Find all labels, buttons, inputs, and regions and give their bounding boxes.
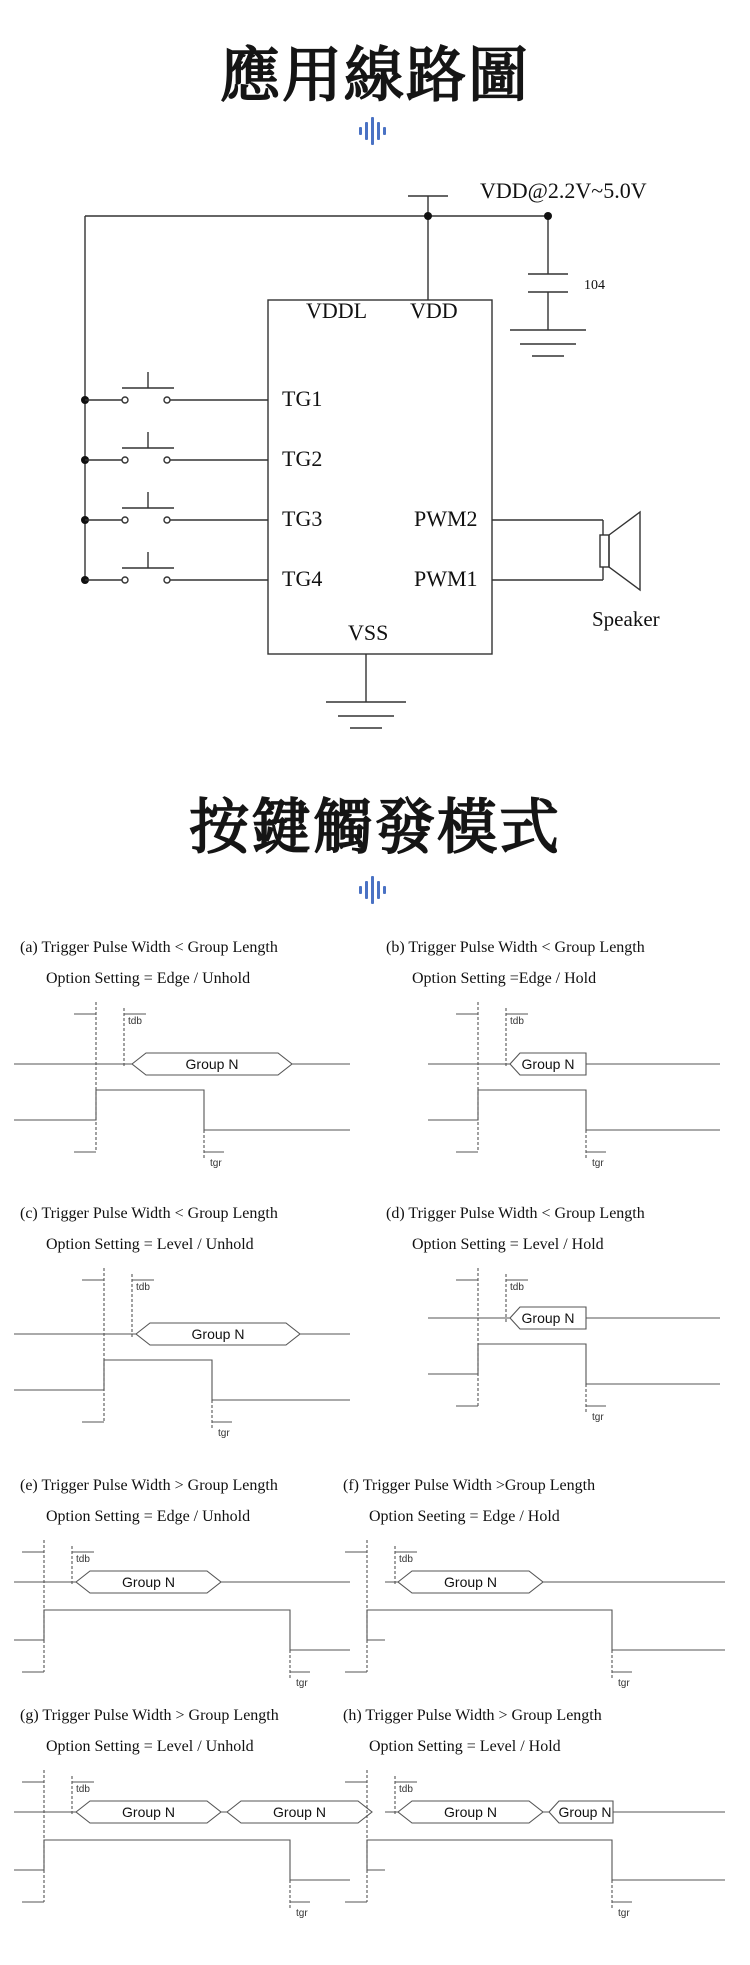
supply-label: VDD@2.2V~5.0V xyxy=(480,178,647,203)
timing-panel-f xyxy=(343,1477,725,1689)
tdb-label: tdb xyxy=(510,1016,524,1027)
trigger-pulse xyxy=(14,1090,350,1130)
pin-pwm1: PWM1 xyxy=(414,566,478,591)
timing-title: (h) Trigger Pulse Width > Group Length xyxy=(343,1707,602,1724)
tgr-label: tgr xyxy=(592,1412,604,1423)
timing-option: Option Setting = Level / Unhold xyxy=(46,1738,254,1755)
timing-option: Option Setting = Level / Hold xyxy=(412,1236,604,1253)
tgr-label: tgr xyxy=(618,1678,630,1689)
trigger-pulse xyxy=(14,1840,350,1880)
timing-title: (d) Trigger Pulse Width < Group Length xyxy=(386,1205,645,1222)
trigger-pulse xyxy=(14,1610,350,1650)
timing-panel-e xyxy=(14,1477,350,1689)
group-label: Group N xyxy=(122,1804,175,1820)
group-label: Group N xyxy=(521,1310,575,1326)
tdb-label: tdb xyxy=(399,1784,413,1795)
timing-title: (a) Trigger Pulse Width < Group Length xyxy=(20,939,278,956)
trigger-pulse xyxy=(367,1840,725,1880)
tgr-label: tgr xyxy=(618,1908,630,1919)
tgr-label: tgr xyxy=(592,1158,604,1169)
section-title-trigger-modes: 按鍵觸發模式 xyxy=(189,793,561,863)
pin-vdd: VDD xyxy=(410,298,458,323)
timing-panel-d xyxy=(386,1205,720,1423)
trigger-pulse xyxy=(367,1610,725,1650)
pin-vddl: VDDL xyxy=(306,298,368,323)
group-label: Group N xyxy=(444,1804,497,1820)
timing-title: (e) Trigger Pulse Width > Group Length xyxy=(20,1477,278,1494)
tgr-label: tgr xyxy=(296,1908,308,1919)
trigger-pulse xyxy=(428,1344,720,1384)
timing-title: (f) Trigger Pulse Width >Group Length xyxy=(343,1477,596,1494)
timing-panel-c xyxy=(14,1205,350,1439)
timing-title: (c) Trigger Pulse Width < Group Length xyxy=(20,1205,278,1222)
speaker-label: Speaker xyxy=(592,607,660,631)
group-label: Group N xyxy=(273,1804,326,1820)
trigger-pulse xyxy=(428,1090,720,1130)
trigger-pulse xyxy=(14,1360,350,1400)
group-label: Group N xyxy=(122,1574,175,1590)
timing-option: Option Setting = Level / Hold xyxy=(369,1738,561,1755)
tdb-label: tdb xyxy=(399,1554,413,1565)
group-label: Group N xyxy=(558,1804,612,1820)
timing-panel-h xyxy=(343,1707,725,1919)
section-title-circuit: 應用線路圖 xyxy=(220,41,530,111)
pin-tg1: TG1 xyxy=(282,386,323,411)
pin-vss: VSS xyxy=(348,620,389,645)
tgr-label: tgr xyxy=(210,1158,222,1169)
timing-option: Option Setting = Level / Unhold xyxy=(46,1236,254,1253)
tdb-label: tdb xyxy=(76,1784,90,1795)
timing-panel-b xyxy=(386,939,720,1169)
group-label: Group N xyxy=(444,1574,497,1590)
timing-panel-a xyxy=(14,939,350,1169)
capacitor-label: 104 xyxy=(584,278,605,293)
timing-title: (b) Trigger Pulse Width < Group Length xyxy=(386,939,645,956)
tdb-label: tdb xyxy=(510,1282,524,1293)
pin-tg3: TG3 xyxy=(282,506,323,531)
group-label: Group N xyxy=(191,1326,245,1342)
timing-option: Option Setting = Edge / Unhold xyxy=(46,1508,251,1525)
tdb-label: tdb xyxy=(136,1282,150,1293)
group-label: Group N xyxy=(521,1056,575,1072)
tdb-label: tdb xyxy=(128,1016,142,1027)
pin-tg2: TG2 xyxy=(282,446,323,471)
tgr-label: tgr xyxy=(218,1428,230,1439)
tdb-label: tdb xyxy=(76,1554,90,1565)
timing-title: (g) Trigger Pulse Width > Group Length xyxy=(20,1707,279,1724)
group-label: Group N xyxy=(185,1056,239,1072)
tgr-label: tgr xyxy=(296,1678,308,1689)
timing-option: Option Setting =Edge / Hold xyxy=(412,970,597,987)
pin-tg4: TG4 xyxy=(282,566,323,591)
timing-panel-g xyxy=(14,1707,372,1919)
timing-option: Option Seeting = Edge / Hold xyxy=(369,1508,560,1525)
timing-option: Option Setting = Edge / Unhold xyxy=(46,970,251,987)
pin-pwm2: PWM2 xyxy=(414,506,478,531)
